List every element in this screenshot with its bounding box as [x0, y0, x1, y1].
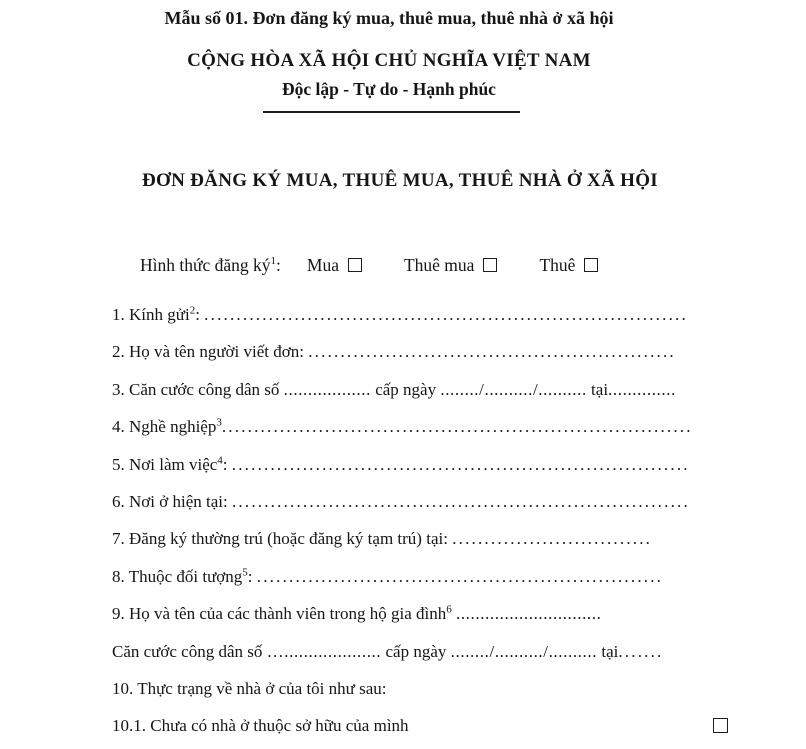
- form-line: [112, 483, 728, 520]
- footnote-ref-1: 1: [270, 255, 277, 268]
- registration-option: [539, 255, 598, 276]
- dotted-fill-field: .......................................................................: [231, 454, 690, 474]
- form-line: [112, 296, 728, 333]
- dotted-fill-field: ..............................: [455, 604, 602, 624]
- dotted-fill-field: ...............................................................: [256, 566, 664, 586]
- dotted-fill-field: ...............................: [452, 529, 653, 549]
- form-line-label: 10.1. Chưa có nhà ở thuộc sở hữu của mình: [112, 716, 409, 736]
- registration-option-label: Mua: [306, 255, 339, 275]
- dotted-fill-field: .......................................................................: [231, 491, 690, 511]
- registration-type-colon: :: [276, 255, 281, 275]
- registration-option-label: Thuê mua: [403, 255, 475, 275]
- form-line-text: [112, 642, 664, 661]
- form-line: [112, 371, 728, 408]
- footnote-ref-3: 3: [216, 416, 222, 429]
- dotted-fill-field: ......../........../..........: [450, 641, 598, 661]
- form-line-text: [112, 604, 601, 623]
- form-line-label: :: [247, 566, 257, 586]
- footnote-ref-6: 6: [446, 603, 452, 616]
- form-line-label: 10. Thực trạng về nhà ở của tôi như sau:: [112, 678, 387, 698]
- form-line: [112, 633, 728, 670]
- form-line-label: 6. Nơi ở hiện tại:: [112, 491, 232, 511]
- national-title: CỘNG HÒA XÃ HỘI CHỦ NGHĨA VIỆT NAM: [187, 50, 591, 71]
- registration-type-label: [140, 255, 281, 275]
- form-line: [112, 558, 728, 595]
- form-line-label: 3. Căn cước công dân số: [112, 379, 284, 399]
- footnote-ref-5: 5: [242, 566, 248, 579]
- form-line-text: [112, 305, 688, 324]
- dotted-fill-field: ...........................................................................: [204, 305, 688, 324]
- registration-option: [307, 255, 362, 276]
- footnote-ref-4: 4: [217, 453, 223, 466]
- registration-options: [295, 255, 599, 275]
- dotted-fill-field: ..............: [608, 379, 676, 399]
- form-line: [112, 446, 728, 483]
- document-title: ĐƠN ĐĂNG KÝ MUA, THUÊ MUA, THUÊ NHÀ Ở XÃ HỘI: [141, 170, 658, 191]
- form-lines: [112, 296, 728, 745]
- header-divider: [263, 111, 520, 113]
- form-line-text: [112, 492, 690, 511]
- checkbox-10-1[interactable]: [713, 718, 728, 733]
- dotted-fill-field: .........................................................................: [221, 417, 693, 437]
- form-line-text: [112, 679, 386, 698]
- form-line: [112, 408, 728, 445]
- dotted-fill-field: …....................: [266, 641, 382, 661]
- form-line-label: cấp ngày: [381, 641, 451, 661]
- national-motto: Độc lập - Tự do - Hạnh phúc: [282, 79, 496, 99]
- checkbox-thuê-mua[interactable]: [483, 258, 497, 272]
- form-line: [112, 670, 728, 707]
- dotted-fill-field: ..................: [283, 379, 371, 399]
- form-line-label: :: [195, 305, 205, 324]
- form-line-text: [112, 342, 676, 361]
- form-line-label: 2. Họ và tên người viết đơn:: [112, 342, 309, 362]
- registration-type-row: [140, 255, 598, 276]
- form-line-text: [112, 380, 676, 399]
- checkbox-thuê[interactable]: [584, 258, 598, 272]
- dotted-fill-field: ......../........../..........: [440, 379, 587, 399]
- registration-type-label-text: Hình thức đăng ký: [140, 255, 271, 275]
- form-line: [112, 707, 728, 744]
- form-line-text: [112, 567, 663, 586]
- form-line-label: 7. Đăng ký thường trú (hoặc đăng ký tạm trú) tại:: [112, 529, 453, 549]
- form-line-text: [112, 707, 409, 744]
- form-line-text: [112, 529, 652, 548]
- form-line-label: 1. Kính gửi: [112, 305, 190, 324]
- form-line-label: 9. Họ và tên của các thành viên trong hộ gia đình: [112, 604, 447, 624]
- form-line-label: tại: [597, 641, 619, 661]
- dotted-fill-field: .........................................................: [308, 342, 676, 362]
- form-line: [112, 595, 728, 632]
- form-line-label: Căn cước công dân số: [112, 641, 267, 661]
- form-line: [112, 333, 728, 370]
- registration-option-label: Thuê: [539, 255, 576, 275]
- form-line-text: [112, 455, 690, 474]
- registration-option: [404, 255, 497, 276]
- form-line: [112, 520, 728, 557]
- form-line-label: 4. Nghề nghiệp: [112, 417, 217, 437]
- checkbox-mua[interactable]: [348, 258, 362, 272]
- form-line-text: [112, 417, 693, 436]
- form-number-heading: Mẫu số 01. Đơn đăng ký mua, thuê mua, thuê nhà ở xã hội: [164, 8, 614, 28]
- form-line-label: tại: [586, 379, 609, 399]
- footnote-ref-2: 2: [189, 304, 196, 317]
- form-line-label: :: [222, 454, 232, 474]
- form-line-label: 5. Nơi làm việc: [112, 454, 218, 474]
- dotted-fill-field: .......: [618, 641, 664, 661]
- form-line-label: 8. Thuộc đối tượng: [112, 566, 243, 586]
- form-line-label: cấp ngày: [370, 379, 441, 399]
